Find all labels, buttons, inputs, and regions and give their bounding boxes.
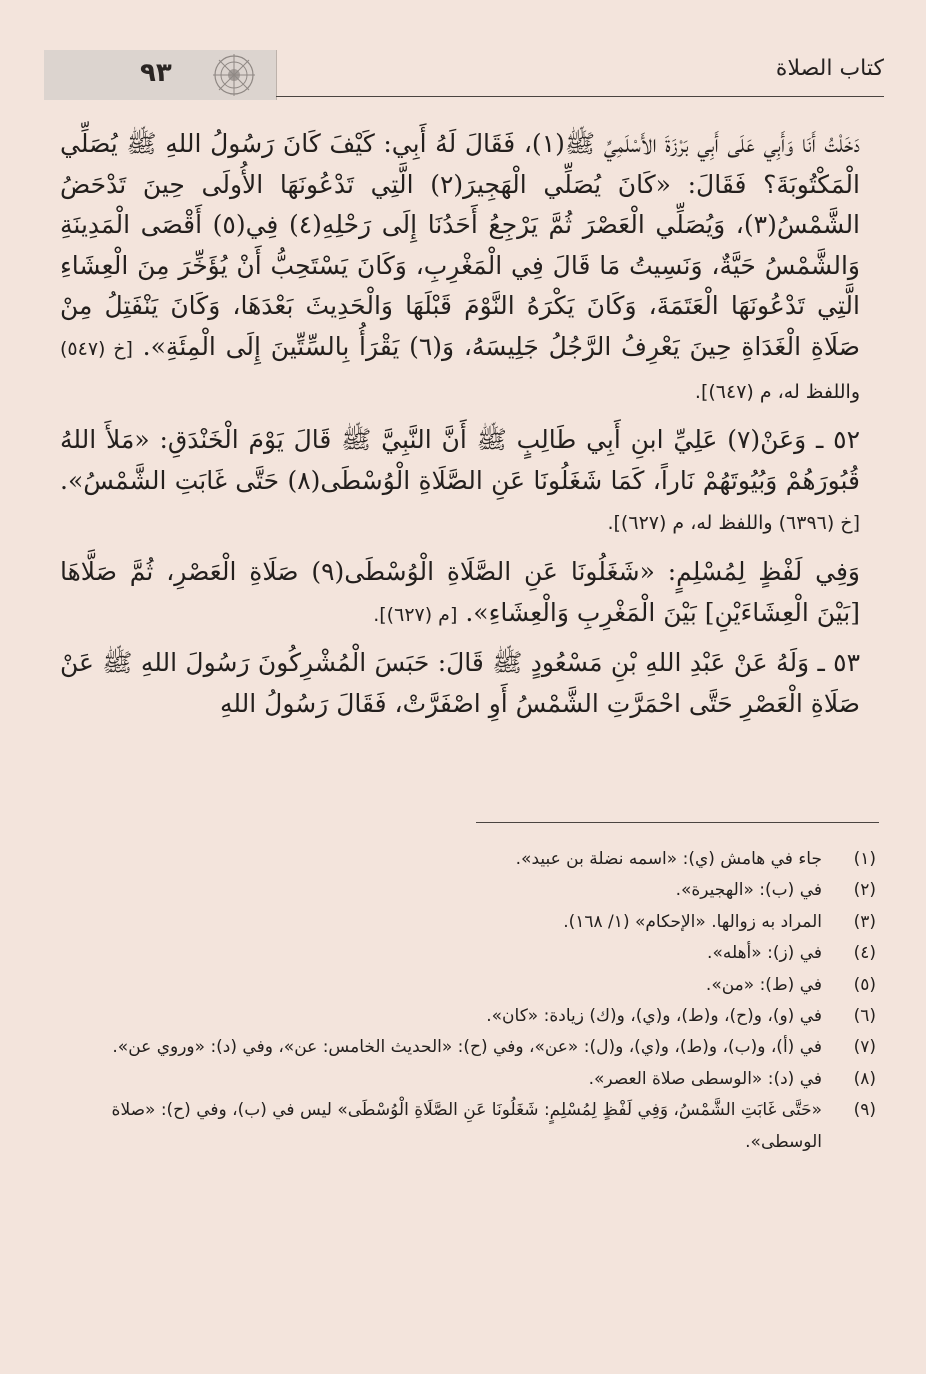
page-number-tab [44,50,277,100]
footnote-text: في (ط): «من». [705,974,822,995]
page-header [44,50,884,100]
footnote-text: في (ب): «الهجيرة». [675,880,822,901]
paragraph-text: ٥٣ ـ وَلَهُ عَنْ عَبْدِ اللهِ بْنِ مَسْعُودٍ ﷺ قَالَ: حَبَسَ الْمُشْرِكُونَ رَسُولَ اللهِ ﷺ عَنْ صَلَاةِ الْعَصْرِ حَتَّى احْمَرَّتِ الشَّمْسُ أَوِ اصْفَرَّتْ، فَقَالَ رَسُولُ اللهِ [60,648,860,718]
paragraph-hadith-53 [60,643,860,724]
footnote-number: (١) [853,849,876,869]
footnote-text: في (و)، و(ح)، و(ط)، و(ي)، و(ك) زيادة: «كان». [486,1006,822,1027]
paragraph-text: دَخَلْتُ أَنَا وَأَبِي عَلَى أَبِي بَرْزَةَ الأَسْلَمِيِّ ﷺ(١)، فَقَالَ لَهُ أَبِي: كَيْفَ كَانَ رَسُولُ اللهِ ﷺ يُصَلِّي الْمَكْتُوبَةَ؟ فَقَالَ: «كَانَ يُصَلِّي الْهَجِيرَ(٢) الَّتِي تَدْعُونَهَا الأُولَى حِينَ تَدْحَضُ الشَّمْسُ(٣)، وَيُصَلِّي الْعَصْرَ ثُمَّ يَرْجِعُ أَحَدُنَا إِلَى رَحْلِهِ(٤) فِي(٥) أَقْصَى الْمَدِينَةِ وَالشَّمْسُ حَيَّةٌ، وَنَسِيتُ مَا قَالَ فِي الْمَغْرِبِ، وَكَانَ يَسْتَحِبُّ أَنْ يُؤَخِّرَ مِنَ الْعِشَاءِ الَّتِي تَدْعُونَهَا الْعَتَمَةَ، وَكَانَ يَكْرَهُ النَّوْمَ قَبْلَهَا وَالْحَدِيثَ بَعْدَهَا، وَكَانَ يَنْفَتِلُ مِنْ صَلَاةِ الْغَدَاةِ حِينَ يَعْرِفُ الرَّجُلُ جَلِيسَهُ، وَ(٦) يَقْرَأُ بِالسِّتِّينَ إِلَى الْمِئَةِ». [60,129,861,361]
source-reference: [خ (٥٤٧) واللفظ له، م (٦٤٧)]. [60,337,860,403]
footnote-text: في (أ)، و(ب)، و(ط)، و(ي)، و(ل): «عن»، وفي (ح): «الحديث الخامس: عن»، وفي (د): «وروي عن». [112,1037,822,1058]
header-divider [276,96,884,97]
footnote-item [46,875,876,906]
rosette-ornament-icon [204,52,264,98]
footnote-item [46,938,876,969]
paragraph-muslim-wording [60,552,860,635]
source-reference: [م (٦٢٧)]. [373,603,458,626]
footnote-number: (٣) [853,911,876,932]
main-text [60,124,860,724]
footnote-text: جاء في هامش (ي): «اسمه نضلة بن عبيد». [515,849,822,869]
paragraph-hadith-52 [60,420,860,544]
footnote-item [46,1032,876,1063]
footnote-item [46,1095,876,1158]
footnote-item [46,970,876,1001]
paragraph-hadith-51 [60,124,860,412]
footnote-divider [476,822,879,823]
chapter-title: كتاب الصلاة [775,56,884,81]
paragraph-text: وَفِي لَفْظٍ لِمُسْلِمٍ: «شَغَلُونَا عَنِ الصَّلَاةِ الْوُسْطَى(٩) صَلَاةِ الْعَصْرِ، ثُمَّ صَلَّاهَا [بَيْنَ الْعِشَاءَيْنِ] بَيْنَ الْمَغْرِبِ وَالْعِشَاءِ». [60,556,861,627]
footnote-item [46,844,876,875]
footnote-number: (٤) [853,943,876,964]
footnote-number: (٧) [853,1037,876,1058]
footnote-number: (٩) [853,1100,876,1121]
footnote-text: المراد به زوالها. «الإحكام» (١/ ١٦٨). [563,911,822,932]
footnotes [46,844,876,1158]
footnote-item [46,1001,876,1032]
footnote-number: (٥) [853,974,876,995]
footnote-text: في (د): «الوسطى صلاة العصر». [588,1068,822,1089]
page-number: ٩٣ [140,58,172,88]
footnote-number: (٨) [853,1068,876,1089]
paragraph-text: ٥٢ ـ وَعَنْ(٧) عَلِيِّ ابنِ أَبِي طَالِبٍ ﷺ أَنَّ النَّبِيَّ ﷺ قَالَ يَوْمَ الْخَنْدَقِ: «مَلأَ اللهُ قُبُورَهُمْ وَبُيُوتَهُمْ نَاراً، كَمَا شَغَلُونَا عَنِ الصَّلَاةِ الْوُسْطَى(٨) حَتَّى غَابَتِ الشَّمْسُ». [60,425,861,495]
footnote-item [46,1064,876,1095]
footnote-number: (٦) [853,1006,876,1027]
footnote-item [46,907,876,938]
footnote-text: «حَتَّى غَابَتِ الشَّمْسُ، وَفِي لَفْظٍ لِمُسْلِمٍ: شَغَلُونَا عَنِ الصَّلَاةِ الْوُسْطَى» ليس في (ب)، وفي (ح): «صلاة الوسطى». [111,1100,822,1152]
footnote-number: (٢) [853,880,876,901]
footnote-text: في (ز): «أهله». [707,943,822,964]
source-reference: [خ (٦٣٩٦) واللفظ له، م (٦٢٧)]. [607,512,860,535]
